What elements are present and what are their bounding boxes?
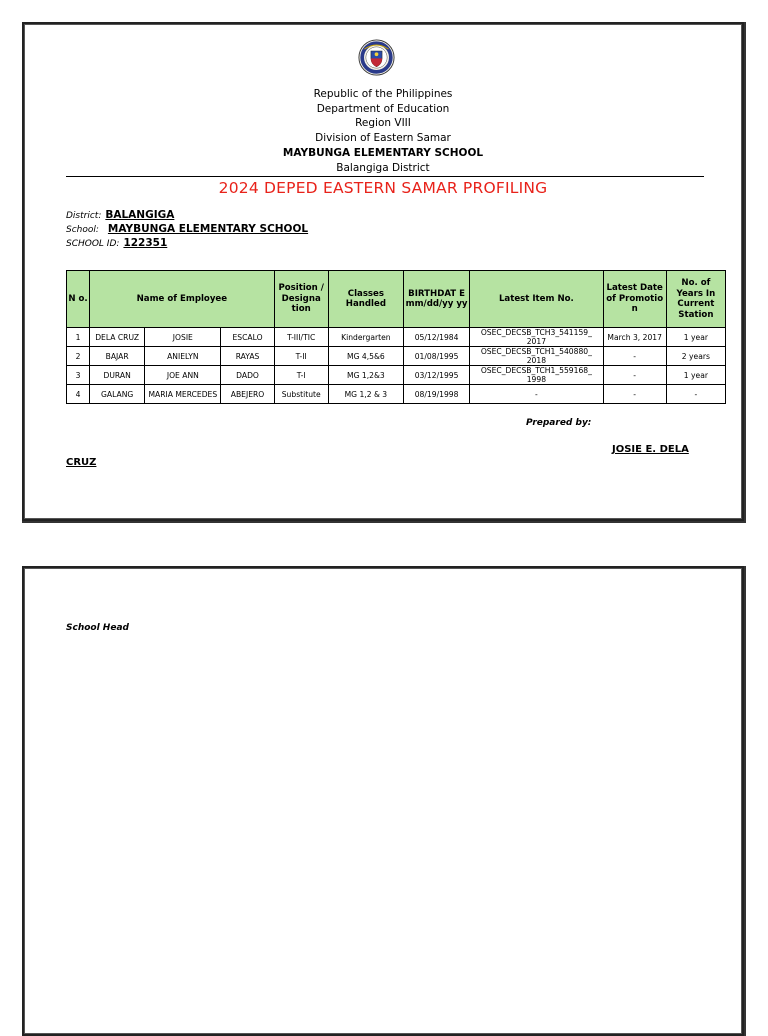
cell-classes: Kindergarten xyxy=(328,328,403,347)
cell-first-name: ANIELYN xyxy=(145,347,221,366)
cell-position: T-II xyxy=(274,347,328,366)
cell-classes: MG 4,5&6 xyxy=(328,347,403,366)
cell-middle-name: ESCALO xyxy=(221,328,274,347)
cell-last-name: DELA CRUZ xyxy=(90,328,145,347)
cell-last-name: DURAN xyxy=(90,366,145,385)
header-line-division: Division of Eastern Samar xyxy=(315,132,451,145)
header-name: Name of Employee xyxy=(90,271,275,328)
table-header-row xyxy=(67,271,726,328)
header-position: Position / Designa tion xyxy=(274,271,328,328)
cell-years: - xyxy=(666,385,725,404)
cell-no: 1 xyxy=(67,328,90,347)
cell-first-name: JOSIE xyxy=(145,328,221,347)
letterhead xyxy=(24,87,742,175)
header-line-region: Region VIII xyxy=(355,117,411,130)
cell-position: T-III/TIC xyxy=(274,328,328,347)
cell-middle-name: ABEJERO xyxy=(221,385,274,404)
header-line-republic: Republic of the Philippines xyxy=(313,88,453,100)
document-page-1 xyxy=(22,22,744,521)
cell-birthdate: 08/19/1998 xyxy=(404,385,470,404)
cell-last-name: GALANG xyxy=(90,385,145,404)
header-district: Balangiga District xyxy=(336,161,430,174)
cell-birthdate: 03/12/1995 xyxy=(404,366,470,385)
prepared-by-label: Prepared by: xyxy=(526,418,592,428)
district-label: District: xyxy=(66,211,102,221)
header-classes: Classes Handled xyxy=(328,271,403,328)
school-id-value: 122351 xyxy=(123,237,168,249)
cell-years: 1 year xyxy=(666,366,725,385)
cell-middle-name: DADO xyxy=(221,366,274,385)
cell-first-name: JOE ANN xyxy=(145,366,221,385)
header-no: N o. xyxy=(67,271,90,328)
cell-years: 2 years xyxy=(666,347,725,366)
school-label: School: xyxy=(66,225,99,235)
header-divider xyxy=(66,176,704,177)
cell-first-name: MARIA MERCEDES xyxy=(145,385,221,404)
cell-promotion: - xyxy=(603,366,666,385)
table-row xyxy=(67,385,726,404)
school-value: MAYBUNGA ELEMENTARY SCHOOL xyxy=(107,223,309,235)
preparer-name-continued: CRUZ xyxy=(66,457,97,468)
district-value: BALANGIGA xyxy=(105,209,175,221)
header-birthdate: BIRTHDAT E mm/dd/yy yy xyxy=(404,271,470,328)
header-line-department: Department of Education xyxy=(316,102,450,115)
cell-position: Substitute xyxy=(274,385,328,404)
deped-seal-logo xyxy=(358,39,395,76)
district-field xyxy=(66,208,174,223)
preparer-name: JOSIE E. DELA xyxy=(612,444,689,455)
cell-promotion: - xyxy=(603,385,666,404)
document-title: 2024 DEPED EASTERN SAMAR PROFILING xyxy=(218,179,548,197)
cell-middle-name: RAYAS xyxy=(221,347,274,366)
table-row xyxy=(67,366,726,385)
cell-last-name: BAJAR xyxy=(90,347,145,366)
cell-item-no: OSEC_DECSB_TCH1_540880_ 2018 xyxy=(470,347,603,366)
cell-years: 1 year xyxy=(666,328,725,347)
cell-classes: MG 1,2&3 xyxy=(328,366,403,385)
cell-no: 2 xyxy=(67,347,90,366)
cell-item-no: - xyxy=(470,385,603,404)
school-id-field xyxy=(66,236,167,251)
school-head-label: School Head xyxy=(66,623,129,633)
table-row xyxy=(67,347,726,366)
table-row xyxy=(67,328,726,347)
school-field xyxy=(66,222,308,237)
cell-promotion: March 3, 2017 xyxy=(603,328,666,347)
cell-birthdate: 05/12/1984 xyxy=(404,328,470,347)
cell-birthdate: 01/08/1995 xyxy=(404,347,470,366)
header-item-no: Latest Item No. xyxy=(470,271,603,328)
employee-table xyxy=(66,270,726,404)
header-school-name: MAYBUNGA ELEMENTARY SCHOOL xyxy=(282,146,484,159)
cell-item-no: OSEC_DECSB_TCH3_541159_ 2017 xyxy=(470,328,603,347)
document-page-2 xyxy=(22,566,744,1036)
cell-promotion: - xyxy=(603,347,666,366)
cell-position: T-I xyxy=(274,366,328,385)
cell-no: 4 xyxy=(67,385,90,404)
cell-no: 3 xyxy=(67,366,90,385)
header-years: No. of Years In Current Station xyxy=(666,271,725,328)
header-promotion: Latest Date of Promotio n xyxy=(603,271,666,328)
school-id-label: SCHOOL ID: xyxy=(66,239,120,249)
cell-classes: MG 1,2 & 3 xyxy=(328,385,403,404)
cell-item-no: OSEC_DECSB_TCH1_559168_ 1998 xyxy=(470,366,603,385)
